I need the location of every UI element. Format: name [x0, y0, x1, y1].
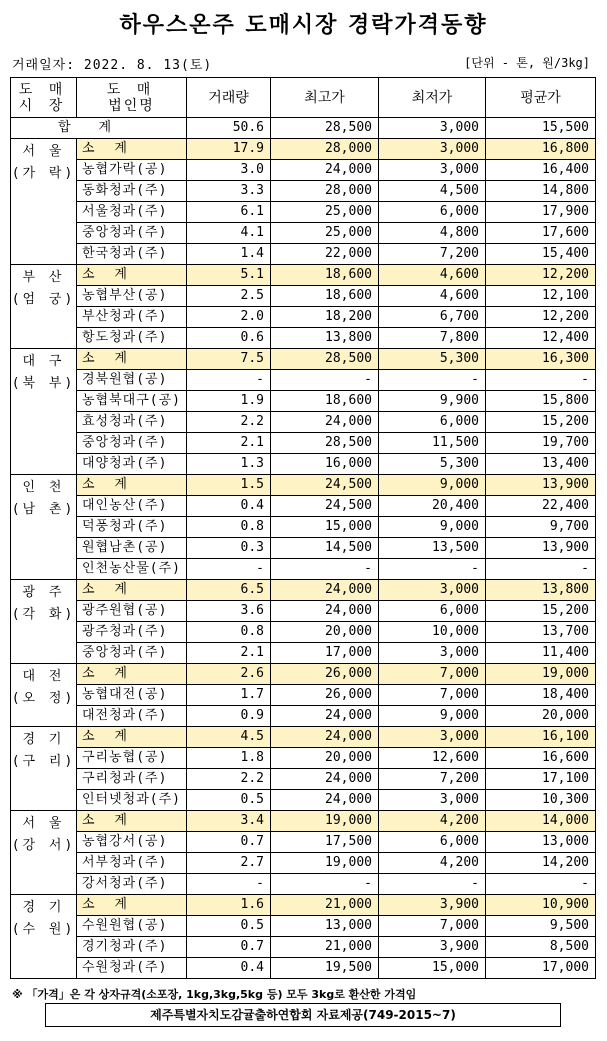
- company-name: 경북원협(공): [77, 370, 187, 391]
- volume-cell: 4.1: [187, 223, 271, 244]
- max-price-cell: 18,600: [271, 286, 379, 307]
- market-name: [11, 811, 77, 895]
- market-name-line1: 경 기: [22, 900, 65, 915]
- table-row: [11, 832, 596, 853]
- header-company: [77, 78, 187, 118]
- table-row: [11, 181, 596, 202]
- max-price-cell: 28,000: [271, 139, 379, 160]
- avg-price-cell: 16,600: [486, 748, 596, 769]
- min-price-cell: 20,400: [379, 496, 486, 517]
- market-name-line2: (구 리): [11, 754, 76, 769]
- volume-cell: 2.2: [187, 769, 271, 790]
- avg-price-cell: 13,700: [486, 622, 596, 643]
- min-price-cell: 9,000: [379, 517, 486, 538]
- company-name: 원협남촌(공): [77, 538, 187, 559]
- avg-price-cell: 12,100: [486, 286, 596, 307]
- max-price-cell: 24,000: [271, 412, 379, 433]
- company-name: 부산청과(주): [77, 307, 187, 328]
- max-price-cell: -: [271, 370, 379, 391]
- max-price-cell: 25,000: [271, 202, 379, 223]
- volume-cell: 3.3: [187, 181, 271, 202]
- volume-cell: -: [187, 874, 271, 895]
- header-volume: 거래량: [187, 78, 271, 118]
- volume-cell: 0.4: [187, 958, 271, 979]
- volume-cell: 0.4: [187, 496, 271, 517]
- footnote: ※ 「가격」은 각 상자규격(소포장, 1kg,3kg,5kg 등) 모두 3kg로 환산한 가격임: [12, 988, 417, 1001]
- max-price-cell: 15,000: [271, 517, 379, 538]
- avg-price-cell: 22,400: [486, 496, 596, 517]
- company-name: 중앙청과(주): [77, 223, 187, 244]
- header-row: [11, 78, 596, 118]
- company-name: 소 계: [77, 727, 187, 748]
- table-row: [11, 937, 596, 958]
- volume-cell: -: [187, 559, 271, 580]
- table-row: [11, 958, 596, 979]
- avg-price-cell: 13,900: [486, 538, 596, 559]
- market-name-line1: 서 울: [22, 816, 65, 831]
- max-price-cell: 26,000: [271, 685, 379, 706]
- market-name: [11, 265, 77, 349]
- header-company-line1: 도 매: [106, 81, 157, 98]
- max-price-cell: 20,000: [271, 622, 379, 643]
- table-row: [11, 160, 596, 181]
- max-price-cell: 24,000: [271, 601, 379, 622]
- volume-cell: 0.8: [187, 517, 271, 538]
- min-price-cell: 3,900: [379, 895, 486, 916]
- subtotal-row: [11, 895, 596, 916]
- min-price-cell: 3,000: [379, 727, 486, 748]
- market-name-line2: (각 화): [11, 607, 76, 622]
- min-price-cell: 6,700: [379, 307, 486, 328]
- avg-price-cell: 18,400: [486, 685, 596, 706]
- table-row: [11, 874, 596, 895]
- avg-price-cell: 12,200: [486, 307, 596, 328]
- max-price-cell: 24,000: [271, 769, 379, 790]
- max-price-cell: 28,500: [271, 349, 379, 370]
- market-name: [11, 349, 77, 475]
- volume-cell: 0.5: [187, 790, 271, 811]
- avg-price-cell: 16,400: [486, 160, 596, 181]
- company-name: 소 계: [77, 349, 187, 370]
- max-price-cell: 24,000: [271, 160, 379, 181]
- table-row: [11, 412, 596, 433]
- market-name: [11, 664, 77, 727]
- company-name: 중앙청과(주): [77, 433, 187, 454]
- table-row: [11, 370, 596, 391]
- subtotal-row: [11, 265, 596, 286]
- avg-price-cell: 13,800: [486, 580, 596, 601]
- total-row: [11, 118, 596, 139]
- table-row: [11, 706, 596, 727]
- max-price-cell: 24,500: [271, 475, 379, 496]
- company-name: 대인농산(주): [77, 496, 187, 517]
- min-price-cell: 3,000: [379, 643, 486, 664]
- volume-cell: 2.1: [187, 433, 271, 454]
- min-price-cell: 3,000: [379, 139, 486, 160]
- header-avg: 평균가: [486, 78, 596, 118]
- avg-price-cell: -: [486, 370, 596, 391]
- min-price-cell: 13,500: [379, 538, 486, 559]
- table-row: [11, 916, 596, 937]
- market-name-line2: (남 촌): [11, 502, 76, 517]
- table-row: [11, 328, 596, 349]
- max-price-cell: 18,600: [271, 265, 379, 286]
- min-price-cell: 4,500: [379, 181, 486, 202]
- market-name-line2: (오 정): [11, 691, 76, 706]
- max-price-cell: 16,000: [271, 454, 379, 475]
- min-price-cell: 3,000: [379, 580, 486, 601]
- subtotal-row: [11, 349, 596, 370]
- company-name: 서부청과(주): [77, 853, 187, 874]
- min-price-cell: 3,900: [379, 937, 486, 958]
- min-price-cell: 6,000: [379, 202, 486, 223]
- volume-cell: 3.6: [187, 601, 271, 622]
- table-row: [11, 517, 596, 538]
- avg-price-cell: 19,700: [486, 433, 596, 454]
- avg-price-cell: 14,000: [486, 811, 596, 832]
- max-price-cell: 19,000: [271, 853, 379, 874]
- avg-price-cell: 12,400: [486, 328, 596, 349]
- avg-price-cell: 11,400: [486, 643, 596, 664]
- max-price-cell: 21,000: [271, 937, 379, 958]
- company-name: 서울청과(주): [77, 202, 187, 223]
- volume-cell: 5.1: [187, 265, 271, 286]
- max-price-cell: 24,000: [271, 706, 379, 727]
- table-row: [11, 685, 596, 706]
- company-name: 경기청과(주): [77, 937, 187, 958]
- max-price-cell: 28,000: [271, 181, 379, 202]
- total-avg: 15,500: [486, 118, 596, 139]
- volume-cell: 1.8: [187, 748, 271, 769]
- volume-cell: 1.4: [187, 244, 271, 265]
- market-name-line2: (강 서): [11, 838, 76, 853]
- volume-cell: 6.5: [187, 580, 271, 601]
- market-name: [11, 139, 77, 265]
- max-price-cell: -: [271, 559, 379, 580]
- min-price-cell: 5,300: [379, 454, 486, 475]
- avg-price-cell: -: [486, 559, 596, 580]
- company-name: 인천농산물(주): [77, 559, 187, 580]
- min-price-cell: 7,000: [379, 685, 486, 706]
- avg-price-cell: 12,200: [486, 265, 596, 286]
- market-name-line2: (수 원): [11, 922, 76, 937]
- table-row: [11, 538, 596, 559]
- volume-cell: 1.5: [187, 475, 271, 496]
- avg-price-cell: 13,400: [486, 454, 596, 475]
- max-price-cell: 24,000: [271, 580, 379, 601]
- max-price-cell: 17,000: [271, 643, 379, 664]
- avg-price-cell: -: [486, 874, 596, 895]
- max-price-cell: 17,500: [271, 832, 379, 853]
- volume-cell: 2.2: [187, 412, 271, 433]
- company-name: 농협강서(공): [77, 832, 187, 853]
- volume-cell: 2.0: [187, 307, 271, 328]
- avg-price-cell: 15,800: [486, 391, 596, 412]
- max-price-cell: 20,000: [271, 748, 379, 769]
- market-name-line2: (북 부): [11, 376, 76, 391]
- avg-price-cell: 15,200: [486, 601, 596, 622]
- avg-price-cell: 16,800: [486, 139, 596, 160]
- market-name-line1: 대 구: [22, 354, 65, 369]
- avg-price-cell: 13,900: [486, 475, 596, 496]
- avg-price-cell: 14,800: [486, 181, 596, 202]
- avg-price-cell: 17,000: [486, 958, 596, 979]
- company-name: 중앙청과(주): [77, 643, 187, 664]
- table-row: [11, 244, 596, 265]
- min-price-cell: 9,000: [379, 475, 486, 496]
- table-row: [11, 202, 596, 223]
- company-name: 인터넷청과(주): [77, 790, 187, 811]
- subtotal-row: [11, 580, 596, 601]
- min-price-cell: 6,000: [379, 412, 486, 433]
- avg-price-cell: 17,900: [486, 202, 596, 223]
- price-table: [10, 77, 596, 979]
- avg-price-cell: 10,900: [486, 895, 596, 916]
- subtotal-row: [11, 811, 596, 832]
- company-name: 항도청과(주): [77, 328, 187, 349]
- volume-cell: 0.9: [187, 706, 271, 727]
- max-price-cell: 19,000: [271, 811, 379, 832]
- volume-cell: 1.6: [187, 895, 271, 916]
- source-box: 제주특별자치도감귤출하연합회 자료제공(749-2015~7): [45, 1003, 561, 1027]
- min-price-cell: 6,000: [379, 601, 486, 622]
- min-price-cell: 6,000: [379, 832, 486, 853]
- table-row: [11, 391, 596, 412]
- min-price-cell: 10,000: [379, 622, 486, 643]
- market-name: [11, 475, 77, 580]
- volume-cell: 3.0: [187, 160, 271, 181]
- volume-cell: 1.9: [187, 391, 271, 412]
- market-name-line1: 인 천: [22, 480, 65, 495]
- min-price-cell: 9,000: [379, 706, 486, 727]
- market-name: [11, 580, 77, 664]
- company-name: 수원원협(공): [77, 916, 187, 937]
- header-max: 최고가: [271, 78, 379, 118]
- table-row: [11, 769, 596, 790]
- header-min: 최저가: [379, 78, 486, 118]
- total-volume: 50.6: [187, 118, 271, 139]
- volume-cell: 7.5: [187, 349, 271, 370]
- max-price-cell: 13,000: [271, 916, 379, 937]
- company-name: 소 계: [77, 811, 187, 832]
- min-price-cell: 4,800: [379, 223, 486, 244]
- min-price-cell: 7,000: [379, 664, 486, 685]
- company-name: 한국청과(주): [77, 244, 187, 265]
- max-price-cell: 19,500: [271, 958, 379, 979]
- min-price-cell: 7,200: [379, 769, 486, 790]
- company-name: 광주원협(공): [77, 601, 187, 622]
- min-price-cell: 3,000: [379, 790, 486, 811]
- avg-price-cell: 13,000: [486, 832, 596, 853]
- avg-price-cell: 10,300: [486, 790, 596, 811]
- company-name: 수원청과(주): [77, 958, 187, 979]
- max-price-cell: 21,000: [271, 895, 379, 916]
- company-name: 농협가락(공): [77, 160, 187, 181]
- company-name: 소 계: [77, 265, 187, 286]
- total-label: 합계: [11, 118, 187, 139]
- table-row: [11, 433, 596, 454]
- company-name: 동화청과(주): [77, 181, 187, 202]
- volume-cell: -: [187, 370, 271, 391]
- market-name-line1: 대 전: [22, 669, 65, 684]
- table-body: [11, 118, 596, 979]
- min-price-cell: 4,200: [379, 853, 486, 874]
- table-row: [11, 790, 596, 811]
- market-name-line2: (가 락): [11, 166, 76, 181]
- min-price-cell: 3,000: [379, 160, 486, 181]
- max-price-cell: 25,000: [271, 223, 379, 244]
- company-name: 대양청과(주): [77, 454, 187, 475]
- avg-price-cell: 8,500: [486, 937, 596, 958]
- company-name: 농협부산(공): [77, 286, 187, 307]
- volume-cell: 1.7: [187, 685, 271, 706]
- avg-price-cell: 20,000: [486, 706, 596, 727]
- volume-cell: 0.7: [187, 937, 271, 958]
- volume-cell: 17.9: [187, 139, 271, 160]
- min-price-cell: 5,300: [379, 349, 486, 370]
- table-row: [11, 454, 596, 475]
- header-company-line2: 법인명: [108, 97, 155, 114]
- header-market-line1: 도 매: [18, 81, 69, 98]
- unit-label: [단위 - 톤, 원/3kg]: [464, 56, 590, 70]
- company-name: 소 계: [77, 475, 187, 496]
- max-price-cell: -: [271, 874, 379, 895]
- volume-cell: 1.3: [187, 454, 271, 475]
- market-name-line2: (엄 궁): [11, 292, 76, 307]
- max-price-cell: 18,200: [271, 307, 379, 328]
- avg-price-cell: 15,200: [486, 412, 596, 433]
- volume-cell: 2.7: [187, 853, 271, 874]
- min-price-cell: 11,500: [379, 433, 486, 454]
- volume-cell: 0.6: [187, 328, 271, 349]
- market-name: [11, 727, 77, 811]
- market-name-line1: 광 주: [22, 585, 65, 600]
- volume-cell: 2.5: [187, 286, 271, 307]
- company-name: 농협북대구(공): [77, 391, 187, 412]
- company-name: 대전청과(주): [77, 706, 187, 727]
- company-name: 효성청과(주): [77, 412, 187, 433]
- min-price-cell: 4,200: [379, 811, 486, 832]
- subtotal-row: [11, 664, 596, 685]
- header-market: [11, 78, 77, 118]
- company-name: 구리농협(공): [77, 748, 187, 769]
- volume-cell: 4.5: [187, 727, 271, 748]
- volume-cell: 0.5: [187, 916, 271, 937]
- market-name-line1: 서 울: [22, 144, 65, 159]
- total-min: 3,000: [379, 118, 486, 139]
- max-price-cell: 24,500: [271, 496, 379, 517]
- company-name: 소 계: [77, 139, 187, 160]
- subtotal-row: [11, 727, 596, 748]
- max-price-cell: 22,000: [271, 244, 379, 265]
- table-row: [11, 223, 596, 244]
- max-price-cell: 18,600: [271, 391, 379, 412]
- subtotal-row: [11, 139, 596, 160]
- table-row: [11, 622, 596, 643]
- trade-date: 거래일자: 2022. 8. 13(토): [12, 58, 213, 73]
- company-name: 농협대전(공): [77, 685, 187, 706]
- min-price-cell: -: [379, 874, 486, 895]
- max-price-cell: 13,800: [271, 328, 379, 349]
- avg-price-cell: 15,400: [486, 244, 596, 265]
- max-price-cell: 24,000: [271, 727, 379, 748]
- table-row: [11, 307, 596, 328]
- min-price-cell: 4,600: [379, 265, 486, 286]
- volume-cell: 0.3: [187, 538, 271, 559]
- company-name: 구리청과(주): [77, 769, 187, 790]
- avg-price-cell: 16,100: [486, 727, 596, 748]
- min-price-cell: 7,200: [379, 244, 486, 265]
- min-price-cell: 12,600: [379, 748, 486, 769]
- volume-cell: 2.6: [187, 664, 271, 685]
- table-row: [11, 643, 596, 664]
- company-name: 광주청과(주): [77, 622, 187, 643]
- volume-cell: 0.8: [187, 622, 271, 643]
- volume-cell: 3.4: [187, 811, 271, 832]
- page-title: 하우스온주 도매시장 경락가격동향: [119, 13, 488, 38]
- market-name-line1: 경 기: [22, 732, 65, 747]
- table-row: [11, 559, 596, 580]
- avg-price-cell: 17,100: [486, 769, 596, 790]
- min-price-cell: 15,000: [379, 958, 486, 979]
- company-name: 소 계: [77, 580, 187, 601]
- avg-price-cell: 14,200: [486, 853, 596, 874]
- header-market-line2: 시 장: [18, 97, 69, 114]
- min-price-cell: 4,600: [379, 286, 486, 307]
- company-name: 덕풍청과(주): [77, 517, 187, 538]
- max-price-cell: 14,500: [271, 538, 379, 559]
- avg-price-cell: 9,700: [486, 517, 596, 538]
- total-max: 28,500: [271, 118, 379, 139]
- company-name: 소 계: [77, 895, 187, 916]
- table-row: [11, 748, 596, 769]
- max-price-cell: 24,000: [271, 790, 379, 811]
- table-row: [11, 601, 596, 622]
- min-price-cell: 9,900: [379, 391, 486, 412]
- volume-cell: 6.1: [187, 202, 271, 223]
- avg-price-cell: 16,300: [486, 349, 596, 370]
- max-price-cell: 26,000: [271, 664, 379, 685]
- company-name: 강서청과(주): [77, 874, 187, 895]
- company-name: 소 계: [77, 664, 187, 685]
- min-price-cell: 7,000: [379, 916, 486, 937]
- table-row: [11, 286, 596, 307]
- table-row: [11, 853, 596, 874]
- table-row: [11, 496, 596, 517]
- avg-price-cell: 19,000: [486, 664, 596, 685]
- volume-cell: 2.1: [187, 643, 271, 664]
- volume-cell: 0.7: [187, 832, 271, 853]
- min-price-cell: 7,800: [379, 328, 486, 349]
- min-price-cell: -: [379, 559, 486, 580]
- avg-price-cell: 17,600: [486, 223, 596, 244]
- subtotal-row: [11, 475, 596, 496]
- market-name: [11, 895, 77, 979]
- market-name-line1: 부 산: [22, 270, 65, 285]
- min-price-cell: -: [379, 370, 486, 391]
- avg-price-cell: 9,500: [486, 916, 596, 937]
- max-price-cell: 28,500: [271, 433, 379, 454]
